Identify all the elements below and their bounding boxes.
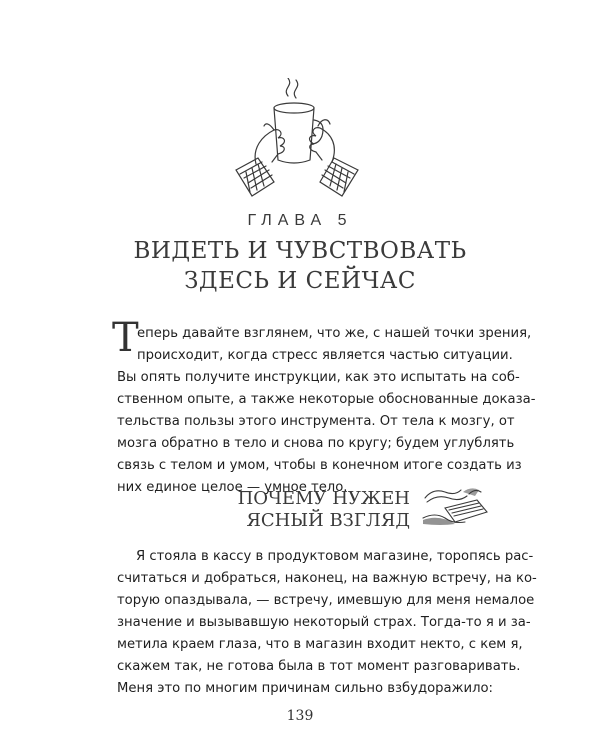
body-line: Я стояла в кассу в продуктовом магазине, торопясь рас- <box>136 549 534 564</box>
section-heading-line: ПОЧЕМУ НУЖЕН <box>237 488 410 509</box>
chapter-label: ГЛАВА 5 <box>247 212 353 229</box>
intro-line: связь с телом и умом, чтобы в конечном итоге создать из <box>117 458 522 473</box>
body-line: Меня это по многим причинам сильно взбудоражило: <box>117 681 494 696</box>
intro-line: них единое целое — умное тело. <box>117 480 348 495</box>
body-line: скажем так, не готова была в тот момент разговаривать. <box>117 659 521 674</box>
section-heading <box>230 488 410 532</box>
body-line: значение и вызывавшую некоторый страх. Тогда-то я и за- <box>117 615 531 630</box>
chapter-title-line: ВИДЕТЬ И ЧУВСТВОВАТЬ <box>133 238 467 264</box>
intro-line: тельства пользы этого инструмента. От тела к мозгу, от <box>117 414 515 429</box>
hands-holding-mug-icon <box>222 78 372 200</box>
chapter-title-line: ЗДЕСЬ И СЕЙЧАС <box>184 268 416 294</box>
intro-line: мозга обратно в тело и снова по кругу; будем углублять <box>117 436 515 451</box>
intro-line: Вы опять получите инструкции, как это испытать на соб- <box>117 370 520 385</box>
body-line: метила краем глаза, что в магазин входит некто, с кем я, <box>117 637 523 652</box>
chapter-title <box>0 236 600 296</box>
body-line: считаться и добраться, наконец, на важную встречу, на ко- <box>117 571 537 586</box>
intro-line: еперь давайте взглянем, что же, с нашей точки зрения, <box>137 326 532 341</box>
intro-line: ственном опыте, а также некоторые обоснованные доказа- <box>117 392 536 407</box>
intro-line: происходит, когда стресс является частью ситуации. <box>137 348 513 363</box>
drop-cap: Т <box>112 315 139 361</box>
section-heading-line: ЯСНЫЙ ВЗГЛЯД <box>246 510 410 531</box>
body-line: торую опаздывала, — встречу, имевшую для меня немалое <box>117 593 535 608</box>
page-number: 139 <box>286 708 314 724</box>
reading-hands-icon <box>415 478 495 528</box>
